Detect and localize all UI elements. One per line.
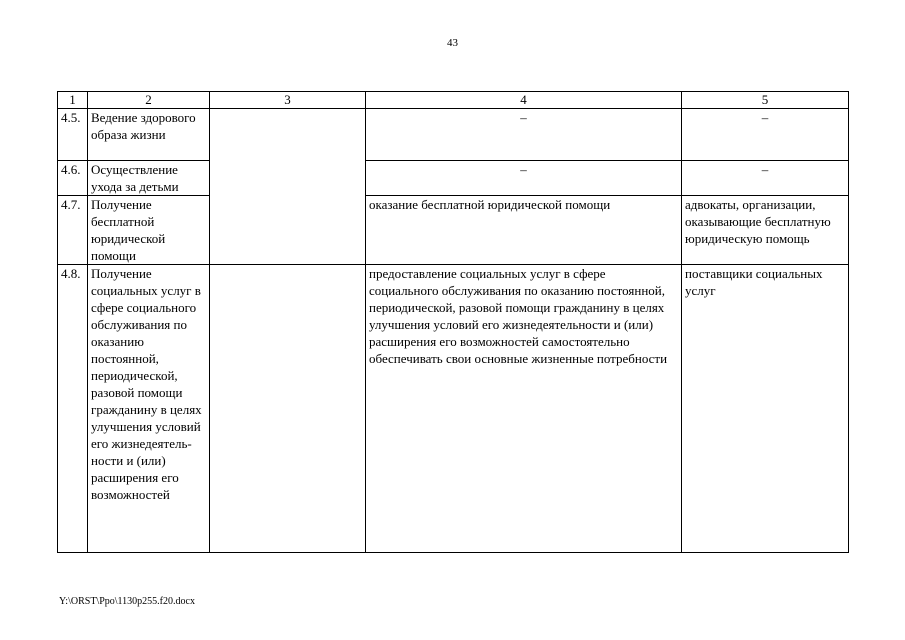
table-row (58, 265, 849, 553)
row-col5: адвокаты, организации, оказывающие бесплатную юридическую помощь (682, 196, 849, 265)
column-header: 4 (366, 92, 682, 109)
row-number: 4.7. (58, 196, 88, 265)
column-header: 5 (682, 92, 849, 109)
table-header-row (58, 92, 849, 109)
row-col4: оказание бесплатной юридической помощи (366, 196, 682, 265)
table-row (58, 161, 849, 196)
table-row (58, 109, 849, 161)
row-name: Получение бесплатной юридической помощи (88, 196, 210, 265)
row-col3 (210, 265, 366, 553)
row-name: Осуществление ухода за детьми (88, 161, 210, 196)
table-row (58, 196, 849, 265)
file-path: Y:\ORST\Ppo\1130p255.f20.docx (59, 596, 195, 607)
row-name: Получение социальных услуг в сфере социального обслуживания по оказанию постоянной, периодической, разовой помощи гражданину в целях улучшения условий его жизнедеятель-ности и (или) расширения его возможностей (88, 265, 210, 553)
row-col5: поставщики социальных услуг (682, 265, 849, 553)
column-header: 2 (88, 92, 210, 109)
row-col5: – (682, 109, 849, 161)
row-col5: – (682, 161, 849, 196)
row-number: 4.5. (58, 109, 88, 161)
row-name: Ведение здорового образа жизни (88, 109, 210, 161)
row-col4: – (366, 109, 682, 161)
page-number: 43 (447, 37, 458, 49)
row-col4: – (366, 161, 682, 196)
row-col4: предоставление социальных услуг в сфере социального обслуживания по оказанию постоянной, периодической, разовой помощи гражданину в целях улучшения условий его жизнедеятельности и (или) расширения его возможностей самостоятельно обеспечивать свои основные жизненные потребности (366, 265, 682, 553)
services-table (57, 91, 849, 553)
merged-cell-col3 (210, 109, 366, 265)
row-number: 4.6. (58, 161, 88, 196)
row-number: 4.8. (58, 265, 88, 553)
column-header: 3 (210, 92, 366, 109)
column-header: 1 (58, 92, 88, 109)
